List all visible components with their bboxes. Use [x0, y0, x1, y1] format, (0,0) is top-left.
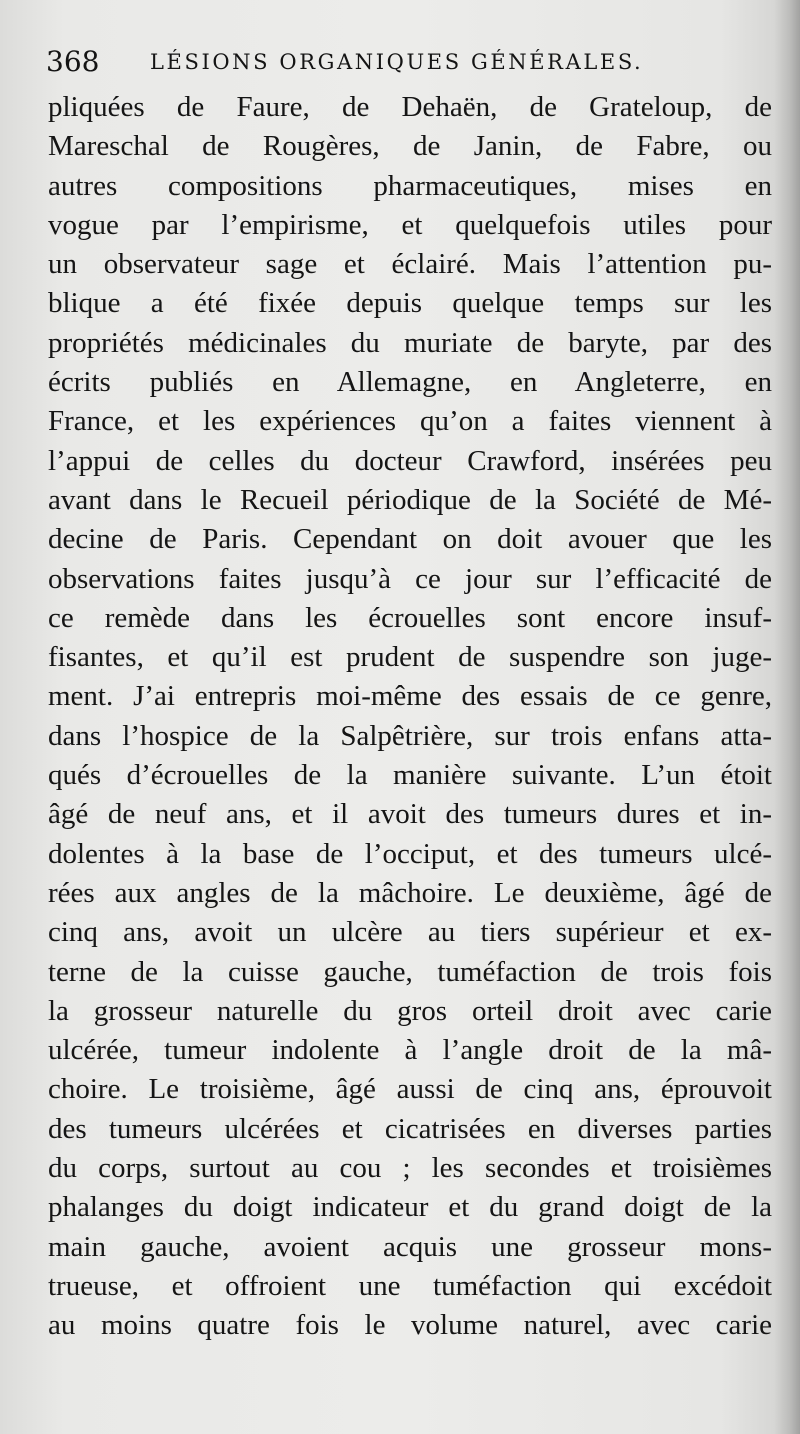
body-text	[48, 88, 772, 1346]
text-line: âgé de neuf ans, et il avoit des tumeurs dures et in-	[48, 798, 772, 831]
text-line: Mareschal de Rougères, de Janin, de Fabre, ou	[48, 130, 772, 163]
text-line: ce remède dans les écrouelles sont encore insuf-	[48, 601, 772, 634]
text-line: observations faites jusqu’à ce jour sur l’efficacité de	[48, 562, 772, 595]
text-line: qués d’écrouelles de la manière suivante. L’un étoit	[48, 759, 772, 792]
text-line: fisantes, et qu’il est prudent de suspendre son juge-	[48, 641, 772, 674]
text-line: la grosseur naturelle du gros orteil droit avec carie	[48, 994, 772, 1027]
text-line: pliquées de Faure, de Dehaën, de Grateloup, de	[48, 91, 772, 123]
text-line: des tumeurs ulcérées et cicatrisées en diverses parties	[48, 1112, 772, 1145]
text-line: avant dans le Recueil périodique de la Société de Mé-	[48, 483, 772, 516]
text-line: au moins quatre fois le volume naturel, avec carie	[48, 1309, 772, 1342]
text-line: trueuse, et offroient une tuméfaction qui excédoit	[48, 1269, 772, 1302]
text-line: main gauche, avoient acquis une grosseur mons-	[48, 1230, 772, 1263]
text-line: un observateur sage et éclairé. Mais l’attention pu-	[48, 248, 772, 281]
text-line: choire. Le troisième, âgé aussi de cinq ans, éprouvoit	[48, 1073, 772, 1106]
running-head: LÉSIONS ORGANIQUES GÉNÉRALES.	[150, 50, 644, 74]
text-line: phalanges du doigt indicateur et du grand doigt de la	[48, 1191, 772, 1224]
text-line: cinq ans, avoit un ulcère au tiers supérieur et ex-	[48, 916, 772, 949]
text-line: rées aux angles de la mâchoire. Le deuxième, âgé de	[48, 876, 772, 909]
text-line: du corps, surtout au cou ; les secondes et troisièmes	[48, 1152, 772, 1185]
text-line: France, et les expériences qu’on a faites viennent à	[48, 405, 772, 438]
page-header	[46, 44, 766, 80]
text-line: propriétés médicinales du muriate de baryte, par des	[48, 326, 772, 359]
text-line: ment. J’ai entrepris moi-même des essais de ce genre,	[48, 680, 772, 713]
text-line: écrits publiés en Allemagne, en Angleterre, en	[48, 366, 772, 399]
text-line: autres compositions pharmaceutiques, mises en	[48, 169, 772, 202]
page-number: 368	[46, 45, 100, 78]
text-line: dans l’hospice de la Salpêtrière, sur trois enfans atta-	[48, 719, 772, 752]
text-line: vogue par l’empirisme, et quelquefois utiles pour	[48, 208, 772, 241]
text-line: terne de la cuisse gauche, tuméfaction de trois fois	[48, 955, 772, 988]
text-line: blique a été fixée depuis quelque temps sur les	[48, 287, 772, 320]
text-line: decine de Paris. Cependant on doit avouer que les	[48, 523, 772, 556]
text-line: dolentes à la base de l’occiput, et des tumeurs ulcé-	[48, 837, 772, 870]
page-edge-shadow	[774, 0, 800, 1434]
text-line: ulcérée, tumeur indolente à l’angle droit de la mâ-	[48, 1034, 772, 1067]
text-line: l’appui de celles du docteur Crawford, insérées peu	[48, 444, 772, 477]
